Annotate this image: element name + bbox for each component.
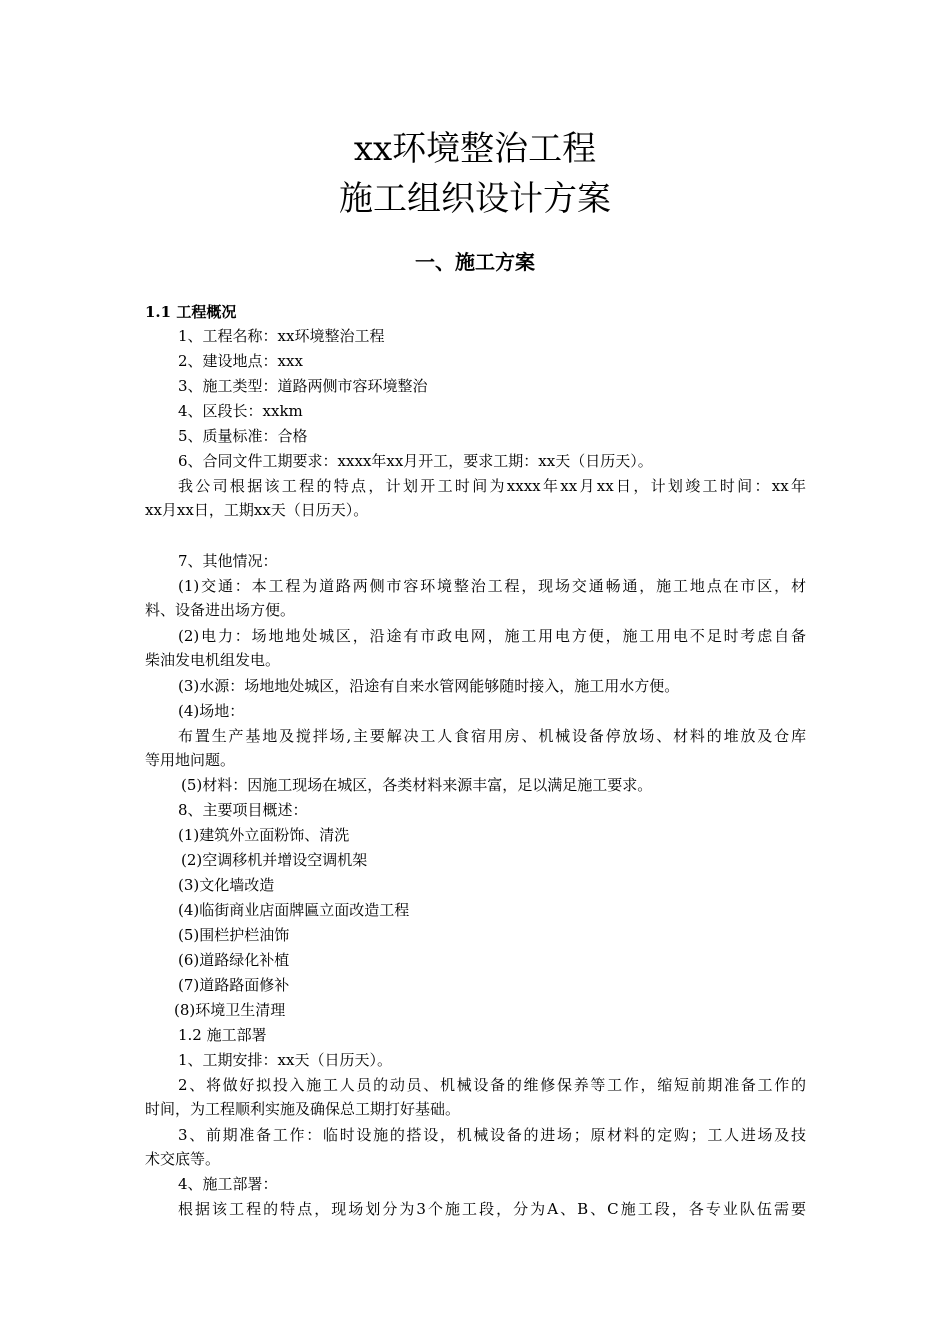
subsection-heading-1-2: 1.2 施工部署 — [178, 1026, 267, 1044]
body-line: (1)交通：本工程为道路两侧市容环境整治工程，现场交通畅通，施工地点在市区，材 — [178, 577, 806, 595]
section-title: 一、施工方案 — [415, 250, 535, 274]
document-title-line2: 施工组织设计方案 — [339, 179, 611, 219]
body-line: 根据该工程的特点，现场划分为3个施工段，分为A、B、C施工段，各专业队伍需要 — [178, 1200, 806, 1218]
body-line: 术交底等。 — [145, 1150, 221, 1168]
body-line: 8、主要项目概述： — [178, 801, 308, 819]
body-line: 4、施工部署： — [178, 1175, 278, 1193]
project-item: (2)空调移机并增设空调机架 — [181, 851, 368, 869]
body-line: 3、前期准备工作：临时设施的搭设，机械设备的进场；原材料的定购；工人进场及技 — [178, 1126, 806, 1144]
body-line: 6、合同文件工期要求：xxxx年xx月开工，要求工期：xx天（日历天）。 — [178, 452, 653, 470]
project-item: (8)环境卫生清理 — [174, 1001, 286, 1019]
body-line: 7、其他情况： — [178, 552, 278, 570]
body-line: xx月xx日，工期xx天（日历天）。 — [145, 501, 369, 519]
body-line: 4、区段长：xxkm — [178, 402, 303, 420]
project-item: (1)建筑外立面粉饰、清洗 — [178, 826, 350, 844]
body-line: 3、施工类型：道路两侧市容环境整治 — [178, 377, 428, 395]
body-line: 布置生产基地及搅拌场,主要解决工人食宿用房、机械设备停放场、材料的堆放及仓库 — [178, 727, 806, 745]
body-line: 柴油发电机组发电。 — [145, 651, 281, 669]
project-item: (4)临街商业店面牌匾立面改造工程 — [178, 901, 410, 919]
project-item: (6)道路绿化补植 — [178, 951, 290, 969]
body-line: 时间，为工程顺利实施及确保总工期打好基础。 — [145, 1100, 461, 1118]
body-line: 2、建设地点：xxx — [178, 352, 303, 370]
project-item: (3)文化墙改造 — [178, 876, 275, 894]
project-item: (7)道路路面修补 — [178, 976, 290, 994]
body-line: 等用地问题。 — [145, 751, 236, 769]
body-line: 5、质量标准：合格 — [178, 427, 308, 445]
body-line: (3)水源：场地地处城区，沿途有自来水管网能够随时接入，施工用水方便。 — [178, 677, 680, 695]
body-line: (2)电力：场地地处城区，沿途有市政电网，施工用电方便，施工用电不足时考虑自备 — [178, 627, 806, 645]
body-line: 1、工程名称：xx环境整治工程 — [178, 327, 385, 345]
body-line: 我公司根据该工程的特点，计划开工时间为xxxx年xx月xx日，计划竣工时间：xx年 — [178, 477, 806, 495]
body-line: 料、设备进出场方便。 — [145, 601, 296, 619]
body-line: (4)场地： — [178, 702, 245, 720]
body-line: 1、工期安排：xx天（日历天）。 — [178, 1051, 392, 1069]
body-line: 2、将做好拟投入施工人员的动员、机械设备的维修保养等工作，缩短前期准备工作的 — [178, 1076, 806, 1094]
document-title-line1: xx环境整治工程 — [353, 129, 597, 169]
project-item: (5)围栏护栏油饰 — [178, 926, 290, 944]
body-line: (5)材料：因施工现场在城区，各类材料来源丰富，足以满足施工要求。 — [181, 776, 653, 794]
subsection-heading-1-1: 1.1 工程概况 — [145, 303, 237, 321]
